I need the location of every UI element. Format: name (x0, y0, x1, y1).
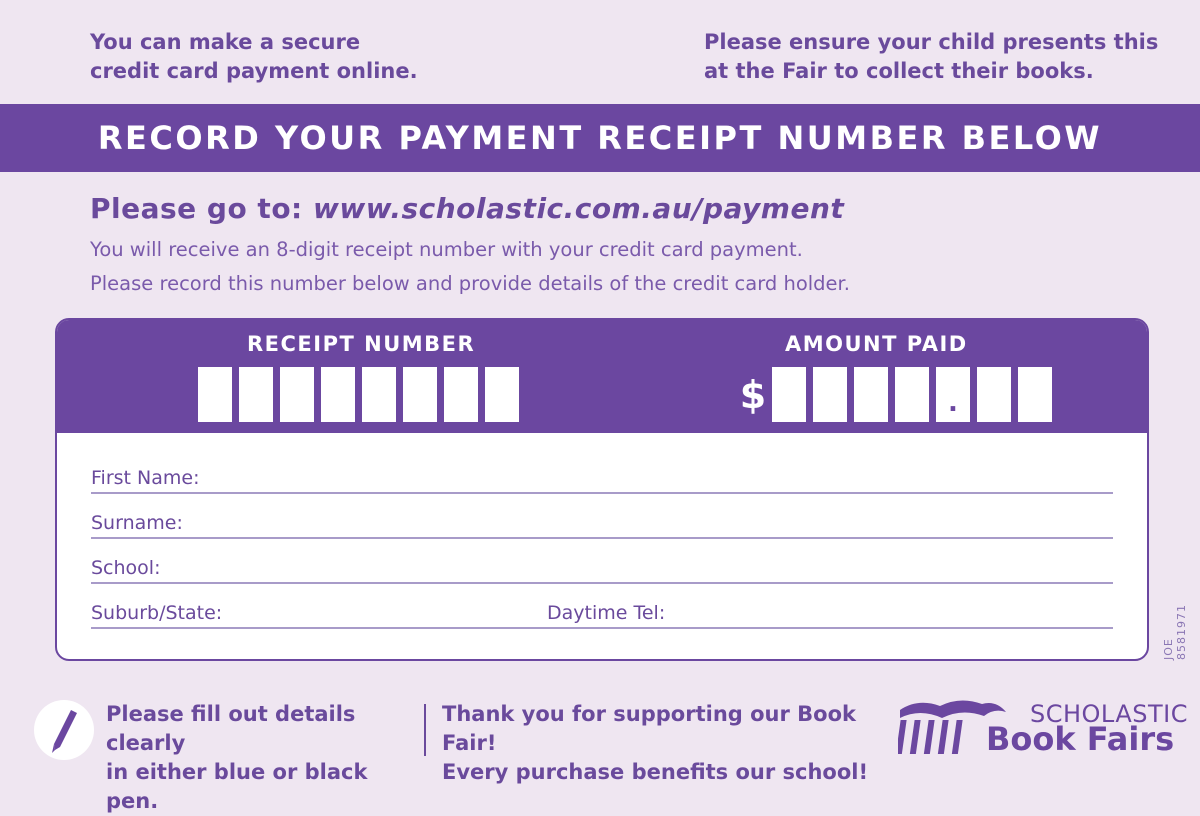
receipt-digit-box[interactable] (239, 367, 273, 422)
pen-instruction-line2: in either blue or black pen. (106, 760, 368, 813)
amount-cents-box[interactable] (1018, 367, 1052, 422)
decimal-point: . (948, 388, 958, 418)
receipt-digit-box[interactable] (280, 367, 314, 422)
secure-payment-note-line1: You can make a secure (90, 30, 361, 54)
instruction-line-2: Please record this number below and provide details of the credit card holder. (90, 272, 850, 295)
secure-payment-note-line2: credit card payment online. (90, 59, 418, 83)
surname-field[interactable] (91, 505, 1113, 539)
suburb-state-label: Suburb/State: (91, 602, 223, 624)
thank-you-line1: Thank you for supporting our Book Fair! (442, 702, 856, 755)
dollar-sign: $ (739, 372, 767, 417)
secure-payment-note (90, 28, 510, 86)
collect-books-note (704, 28, 1164, 86)
receipt-digit-box[interactable] (362, 367, 396, 422)
first-name-label: First Name: (91, 467, 200, 489)
surname-label: Surname: (91, 512, 183, 534)
amount-digit-box[interactable] (895, 367, 929, 422)
amount-decimal-box (936, 367, 970, 422)
amount-paid-label: AMOUNT PAID (785, 332, 968, 356)
form-header (57, 320, 1147, 433)
scholastic-book-fairs-logo (898, 696, 1188, 760)
thank-you-line2: Every purchase benefits our school! (442, 760, 869, 784)
record-receipt-banner: RECORD YOUR PAYMENT RECEIPT NUMBER BELOW (0, 104, 1200, 172)
amount-digit-box[interactable] (813, 367, 847, 422)
receipt-digit-box[interactable] (321, 367, 355, 422)
payment-url-link[interactable]: www.scholastic.com.au/payment (313, 192, 845, 225)
receipt-number-label: RECEIPT NUMBER (247, 332, 476, 356)
amount-paid-boxes (737, 367, 1052, 422)
pen-instruction (106, 700, 426, 816)
footer-divider (424, 704, 426, 756)
receipt-number-boxes (198, 367, 519, 422)
school-label: School: (91, 557, 161, 579)
logo-scholastic-text: SCHOLASTIC (1030, 700, 1188, 728)
instruction-line-1: You will receive an 8-digit receipt number with your credit card payment. (90, 238, 803, 261)
suburb-tel-field[interactable] (91, 595, 1113, 629)
receipt-digit-box[interactable] (403, 367, 437, 422)
thank-you-note (442, 700, 892, 787)
daytime-tel-label: Daytime Tel: (547, 602, 666, 624)
receipt-digit-box[interactable] (444, 367, 478, 422)
receipt-digit-box[interactable] (198, 367, 232, 422)
logo-book-fairs-text: Book Fairs (986, 720, 1175, 758)
payment-form (55, 318, 1149, 661)
amount-digit-box[interactable] (854, 367, 888, 422)
collect-books-note-line2: at the Fair to collect their books. (704, 59, 1094, 83)
school-field[interactable] (91, 550, 1113, 584)
pen-icon (34, 700, 94, 760)
pen-instruction-line1: Please fill out details clearly (106, 702, 356, 755)
receipt-digit-box[interactable] (485, 367, 519, 422)
amount-cents-box[interactable] (977, 367, 1011, 422)
amount-digit-box[interactable] (772, 367, 806, 422)
form-code: JOE 8581971 (1162, 604, 1188, 660)
payment-url-line (90, 192, 844, 225)
goto-prefix: Please go to: (90, 192, 314, 225)
first-name-field[interactable] (91, 460, 1113, 494)
collect-books-note-line1: Please ensure your child presents this (704, 30, 1159, 54)
